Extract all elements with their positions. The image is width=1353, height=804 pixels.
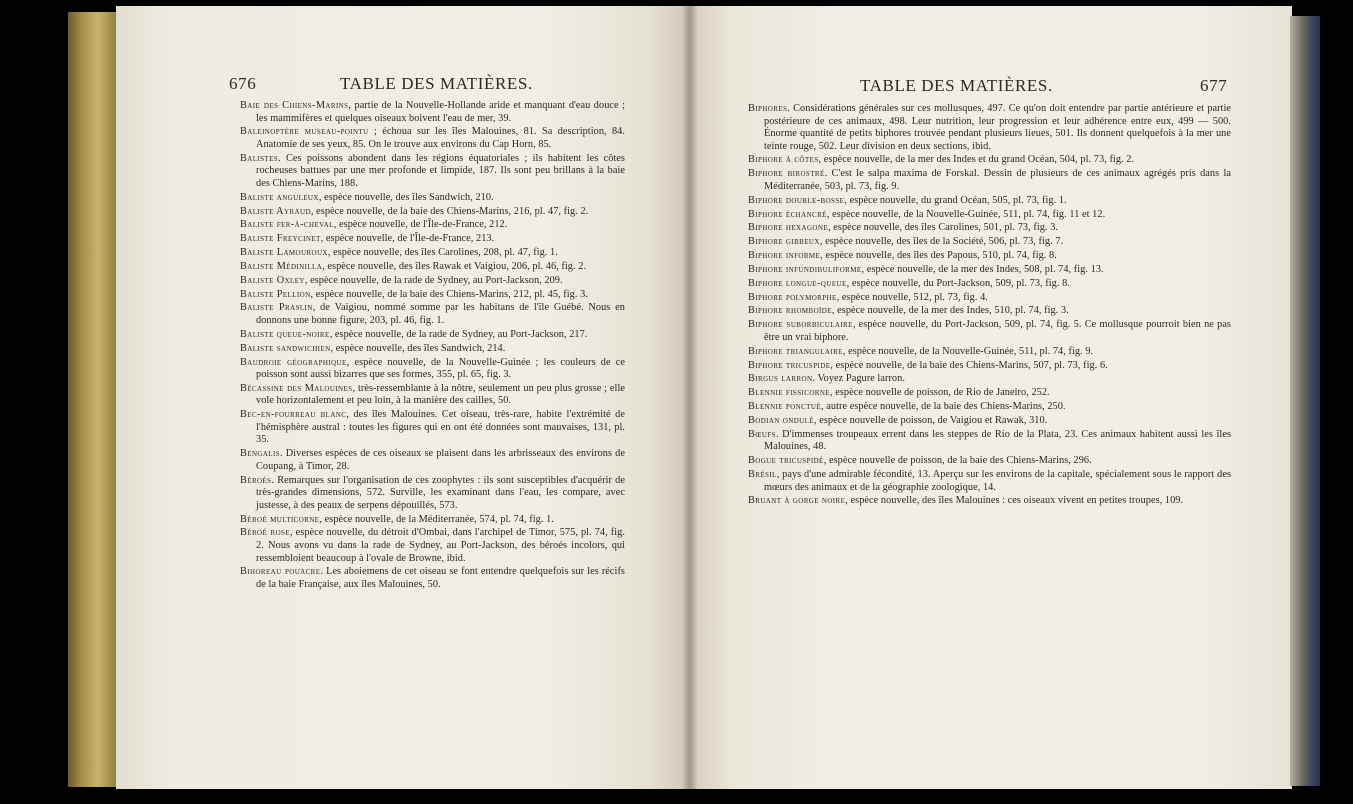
index-entry-text: , espèce nouvelle, du Port-Jackson, 509, pl. 74, fig. 5. Ce mollusque pourroit bien ne pas être un vrai biphore. [764, 319, 1231, 343]
index-entry-headword: Biphore longue-queue [748, 277, 847, 289]
index-entry [240, 329, 625, 342]
index-entry [748, 346, 1231, 359]
index-entry-headword: Biphore polymorphe [748, 291, 837, 303]
index-entry-text: . Les aboiemens de cet oiseau se font entendre quelquefois sur les récifs de la baie Française, aux îles Malouines, 50. [256, 566, 625, 590]
index-entry-headword: Baliste Freycinet [240, 233, 321, 245]
index-entry-text: , espèce nouvelle, des îles de la Société, 506, pl. 73, fig. 7. [819, 236, 1064, 248]
index-entry-headword: Béroé multicorne [240, 513, 320, 525]
index-entry [748, 222, 1231, 235]
left-running-head: TABLE DES MATIÈRES. [340, 74, 533, 93]
index-entry [240, 206, 625, 219]
index-entry-headword: Biphore double-bosse [748, 194, 845, 206]
index-entry [240, 100, 625, 125]
index-entry-headword: Baleinoptère museau-pointu [240, 126, 369, 138]
index-entry-text: . Diverses espèces de ces oiseaux se plaisent dans les arbrisseaux des environs de Coupang, à Timor, 28. [256, 448, 625, 472]
index-entry-headword: Balistes [240, 152, 279, 164]
index-entry-text: , espèce nouvelle, des îles Carolines, 208, pl. 47, fig. 1. [327, 247, 558, 259]
index-entry-text: , espèce nouvelle, des îles Rawak et Vaigiou, 206, pl. 46, fig. 2. [322, 260, 587, 272]
index-entry-headword: Bruant à gorge noire [748, 495, 846, 507]
index-entry [748, 415, 1231, 428]
index-entry [748, 469, 1231, 494]
index-entry [748, 168, 1231, 193]
index-entry-text: , espèce nouvelle, de la Nouvelle-Guinée, 511, pl. 74, fig. 11 et 12. [826, 208, 1106, 220]
index-entry-headword: Bengalis [240, 448, 281, 460]
index-entry [748, 154, 1231, 167]
index-entry-text: , autre espèce nouvelle, de la baie des Chiens-Marins, 250. [821, 401, 1066, 413]
index-entry [240, 192, 625, 205]
index-entry [748, 292, 1231, 305]
index-entry-text: , espèce nouvelle, du grand Océan, 505, pl. 73, fig. 1. [844, 194, 1067, 206]
index-entry-headword: Baliste Médinilla [240, 260, 323, 272]
index-entry-text: . Considérations générales sur ces mollusques, 497. Ce qu'on doit entendre par partie antérieure et partie postérieure de ces animaux, 498. Leur nutrition, leur progression et leur adhérence entre eux, 499 — 500. Énorme quantité de petits biphores trouvée pendant plusieurs lieues, 501. Ils donnent quelquefois à la mer une teinte rouge, 502. Leur division en deux sections, ibid. [764, 103, 1231, 152]
index-entry-headword: Bihoreau pouacre [240, 566, 321, 578]
index-entry [748, 429, 1231, 454]
index-entry [748, 236, 1231, 249]
index-entry-text: , espèce nouvelle, de la rade de Sydney, au Port-Jackson, 209. [304, 274, 563, 286]
index-entry-headword: Biphore échancré [748, 208, 827, 220]
index-entry-text: , espèce nouvelle, de la mer des Indes et du grand Océan, 504, pl. 73, fig. 2. [818, 154, 1135, 166]
index-entry-headword: Bec-en-fourreau blanc [240, 409, 347, 421]
index-entry-headword: Bodian ondulé [748, 414, 814, 426]
right-page-edges [1290, 16, 1320, 786]
index-entry [240, 514, 625, 527]
index-entry-headword: Bogue tricuspidé [748, 455, 824, 467]
index-entry-text: , espèce nouvelle, de la Nouvelle-Guinée, 511, pl. 74, fig. 9. [842, 345, 1094, 357]
left-page-edges [68, 12, 118, 787]
index-entry-text: , pays d'une admirable fécondité, 13. Aperçu sur les environs de la capitale, spécialement sous le rapport des mœurs des animaux et de la géographie zoologique, 14. [764, 469, 1231, 493]
index-entry-headword: Biphore suborbiculaire [748, 319, 853, 331]
index-entry-text: , très-ressemblante à la nôtre, seulement un peu plus grosse ; elle vole horizontalement et peu loin, à la manière des cailles, 50. [256, 382, 625, 407]
index-entry [748, 103, 1231, 153]
index-entry-text: , espèce nouvelle, des îles Carolines, 501, pl. 73, fig. 3. [828, 222, 1059, 234]
index-entry-text: , espèce nouvelle, de la Nouvelle-Guinée ; les couleurs de ce poisson sont aussi bizarres que ses formes, 355, pl. 65, fig. 3. [256, 356, 626, 381]
right-page-number: 677 [1200, 76, 1228, 95]
index-entry [240, 357, 625, 382]
index-entry-text: , espèce nouvelle, de la baie des Chiens-Marins, 216, pl. 47, fig. 2. [310, 205, 589, 217]
index-entry [748, 209, 1231, 222]
index-entry-headword: Biphore rhomboïde [748, 305, 832, 317]
index-entry-text: , partie de la Nouvelle-Hollande aride et manquant d'eau douce ; les mammifères et quelques oiseaux boivent l'eau de mer, 39. [256, 100, 625, 124]
index-entry-text: . Remarques sur l'organisation de ces zoophytes : ils sont susceptibles d'acquérir de très-grandes dimensions, 572. Surville, les examinant dans l'eau, les compare, avec justesse, à des peaux de serpens dépouillés, 573. [256, 474, 625, 511]
index-entry-headword: Biphore à côtes [748, 154, 819, 166]
index-entry-text: , de Vaigiou, nommé somme par les habitans de l'île Guébé. Nous en donnons une bonne figure, 203, pl. 46, fig. 1. [256, 302, 625, 327]
index-entry [240, 233, 625, 246]
index-entry-text: , espèce nouvelle, de la Méditerranée, 574, pl. 74, fig. 1. [319, 513, 554, 525]
index-entry-text: . Voyez Pagure larron. [812, 373, 905, 385]
right-running-head: TABLE DES MATIÈRES. [860, 76, 1053, 95]
index-entry-headword: Baliste queue-noire [240, 328, 330, 340]
index-entry [748, 373, 1231, 386]
index-entry-text: . Ces poissons abondent dans les régions équatoriales ; ils habitent les côtes rocheuses battues par une mer profonde et limpide, 187. Ils sont peu brillans à la baie des Chiens-Marins, 188. [256, 152, 625, 189]
index-entry [748, 264, 1231, 277]
index-entry-headword: Biphore triangulaire [748, 345, 843, 357]
index-entry-text: , espèce nouvelle, du détroit d'Ombai, dans l'archipel de Timor, 575, pl. 74, fig. 2. Nous avons vu dans la rade de Sydney, au Port-Jackson, des béroés incolors, qui ressembloient beaucoup à l'ovale de Browne, ibid. [256, 527, 625, 564]
index-entry [240, 126, 625, 151]
index-entry-headword: Biphore birostré [748, 168, 825, 180]
index-entry-headword: Biphore tricuspide [748, 359, 831, 371]
index-entry-text: , espèce nouvelle, de la mer des Indes, 510, pl. 74, fig. 3. [831, 305, 1069, 317]
index-entry-text: , espèce nouvelle de poisson, de la baie des Chiens-Marins, 296. [823, 455, 1092, 467]
index-entry-text: , espèce nouvelle, de la baie des Chiens-Marins, 507, pl. 73, fig. 6. [830, 359, 1108, 371]
index-entry-text: , espèce nouvelle, des îles Malouines : ces oiseaux vivent en petites troupes, 109. [845, 495, 1184, 507]
index-entry-headword: Biphore gibbeux [748, 236, 820, 248]
index-entry-headword: Brésil [748, 469, 777, 480]
index-entry-headword: Béroés [240, 474, 272, 486]
index-entry-headword: Baliste Praslin [240, 302, 313, 314]
index-entry-headword: Béroé rose [240, 527, 291, 539]
index-entry-text: . D'immenses troupeaux errent dans les steppes de Rio de la Plata, 23. Ces animaux habitent aussi les îles Malouines, 48. [764, 428, 1231, 453]
index-entry [748, 305, 1231, 318]
index-entry [240, 566, 625, 591]
right-index-column [748, 103, 1231, 509]
index-entry-text: , espèce nouvelle, de la rade de Sydney, au Port-Jackson, 217. [329, 328, 588, 340]
index-entry-text: , espèce nouvelle, de la baie des Chiens-Marins, 212, pl. 45, fig. 3. [310, 288, 588, 300]
index-entry [748, 319, 1231, 344]
index-entry [748, 278, 1231, 291]
index-entry-text: . C'est le salpa maxima de Forskal. Dessin de plusieurs de ces animaux agrégés pris dans la Méditerranée, 503, pl. 73, fig. 9. [764, 168, 1231, 192]
index-entry [748, 455, 1231, 468]
index-entry-headword: Baliste anguleux [240, 191, 319, 203]
index-entry-text: , espèce nouvelle de poisson, de Rio de Janeiro, 252. [829, 387, 1050, 399]
index-entry-text: , des îles Malouines. Cet oiseau, très-rare, habite l'extrémité de l'hémisphère austral : toutes les figures qui en ont été données sont mauvaises, 131, pl. 35. [256, 409, 625, 446]
index-entry [240, 409, 625, 447]
index-entry [748, 495, 1231, 508]
index-entry [748, 401, 1231, 414]
index-entry [240, 261, 625, 274]
index-entry-headword: Birgus larron [748, 373, 813, 385]
index-entry-headword: Baliste Lamouroux [240, 247, 328, 259]
index-entry-headword: Bœufs [748, 428, 776, 440]
index-entry-text: , espèce nouvelle de poisson, de Vaigiou et Rawak, 310. [813, 414, 1048, 426]
book-gutter [682, 6, 698, 789]
index-entry [240, 275, 625, 288]
index-entry-text: , espèce nouvelle, des îles Sandwich, 210. [318, 191, 494, 203]
index-entry-text: , espèce nouvelle, 512, pl. 73, fig. 4. [836, 291, 988, 303]
index-entry-headword: Blennie fissicorne [748, 387, 830, 399]
index-entry-text: ; échoua sur les îles Malouines, 81. Sa description, 84. Anatomie de ses yeux, 85. On le trouve aux environs du Cap Horn, 85. [256, 126, 625, 150]
index-entry [748, 250, 1231, 263]
index-entry-headword: Baudroie géographique [240, 356, 347, 368]
index-entry [748, 195, 1231, 208]
index-entry [240, 153, 625, 191]
index-entry [240, 343, 625, 356]
index-entry-headword: Biphore informe [748, 250, 821, 262]
index-entry-headword: Baliste fer-à-cheval [240, 219, 334, 231]
index-entry [240, 448, 625, 473]
index-entry-text: , espèce nouvelle, de l'Île-de-France, 212. [333, 219, 508, 231]
index-entry-headword: Baliste Ayraud [240, 205, 311, 217]
index-entry [240, 289, 625, 302]
index-entry-headword: Biphore hexagone [748, 222, 829, 234]
index-entry-headword: Bécassine des Malouines [240, 382, 353, 394]
index-entry-text: , espèce nouvelle, des îles Sandwich, 214. [330, 342, 506, 354]
left-index-column [240, 100, 625, 593]
index-entry-headword: Baie des Chiens-Marins [240, 100, 349, 111]
index-entry-text: , espèce nouvelle, de la mer des Indes, 508, pl. 74, fig. 13. [861, 263, 1104, 275]
index-entry [240, 247, 625, 260]
index-entry [240, 383, 625, 408]
index-entry-text: , espèce nouvelle, des îles des Papous, 510, pl. 74, fig. 8. [820, 250, 1057, 262]
index-entry [748, 360, 1231, 373]
index-entry [240, 219, 625, 232]
left-page-number: 676 [229, 74, 257, 93]
index-entry-headword: Baliste Oxley [240, 274, 305, 286]
index-entry-text: , espèce nouvelle, de l'Île-de-France, 213. [320, 233, 495, 245]
index-entry-headword: Baliste Pellion [240, 288, 311, 300]
index-entry-headword: Biphore infundibuliforme [748, 263, 862, 275]
index-entry [240, 302, 625, 327]
index-entry [240, 475, 625, 513]
index-entry-headword: Blennie ponctué [748, 401, 821, 413]
index-entry-headword: Biphores [748, 103, 788, 114]
index-entry-text: , espèce nouvelle, du Port-Jackson, 509, pl. 73, fig. 8. [846, 277, 1070, 289]
index-entry [748, 387, 1231, 400]
index-entry [240, 527, 625, 565]
index-entry-headword: Baliste sandwichien [240, 342, 331, 354]
